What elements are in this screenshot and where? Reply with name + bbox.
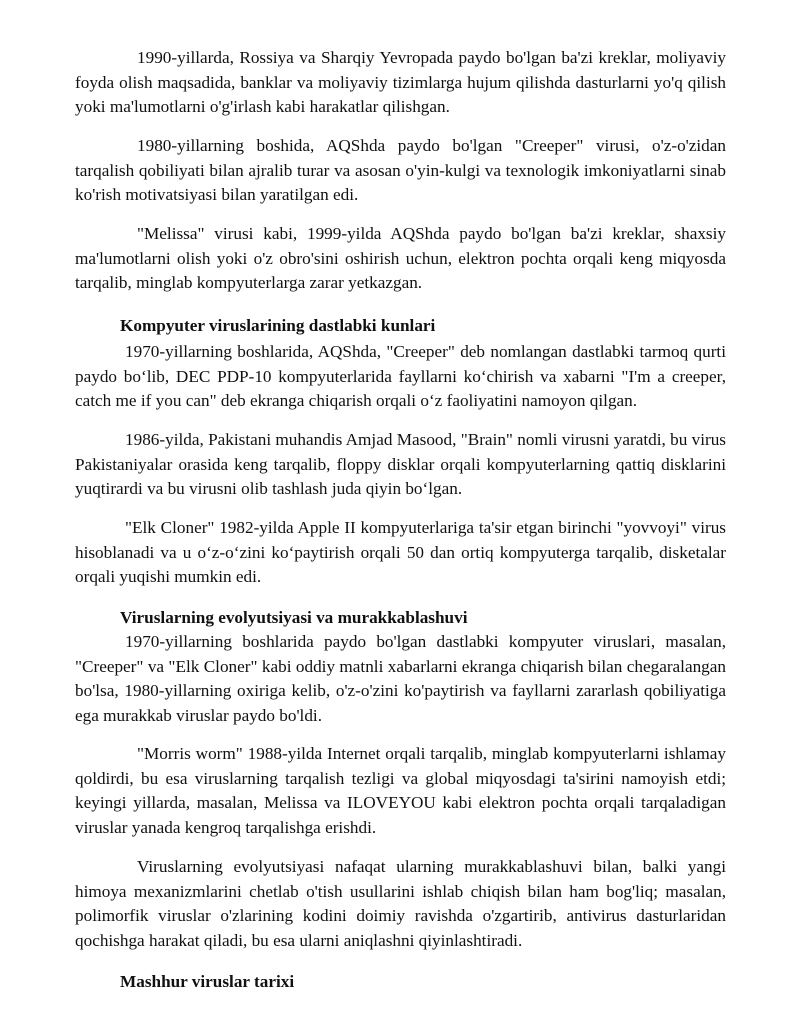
paragraph-melissa-1999: "Melissa" virusi kabi, 1999-yilda AQShda paydo bo'lgan ba'zi kreklar, shaxsiy ma'lumotlarni olish yoki o'z obro'sini oshirish uchun, elektron pochta orqali keng miqyosda tarqalib, minglab kompyuterlarga zarar yetkazgan. <box>75 224 726 292</box>
paragraph-creeper-1980s: 1980-yillarning boshida, AQShda paydo bo'lgan "Creeper" virusi, o'z-o'zidan tarqalish qobiliyati bilan ajralib turar va asosan o'yin-kulgi va texnologik imkoniyatlarni sinab ko'rish motivatsiyasi bilan yaratilgan edi. <box>75 136 726 204</box>
paragraph-polymorphic: Viruslarning evolyutsiyasi nafaqat ularning murakkablashuvi bilan, balki yangi himoya mexanizmlarini chetlab o'tish usullarini ishlab chiqish bilan ham bog'liq; masalan, polimorfik viruslar o'zlarining kodini doimiy ravishda o'zgartirib, antivirus dasturlaridan qochishga harakat qiladi, bu esa ularni aniqlashni qiyinlashtiradi. <box>75 857 726 950</box>
section-heading-early-days: Kompyuter viruslarining dastlabki kunlari <box>120 316 436 335</box>
paragraph-brain-1986: 1986-yilda, Pakistani muhandis Amjad Masood, "Brain" nomli virusni yaratdi, bu virus Pakistaniyalar orasida keng tarqalib, floppy disklar orqali kompyuterlarning qattiq disklarini yuqtirardi va bu virusni olib tashlash juda qiyin bo‘lgan. <box>75 430 726 498</box>
paragraph-creeper-1970s: 1970-yillarning boshlarida, AQShda, "Creeper" deb nomlangan dastlabki tarmoq qurti paydo bo‘lib, DEC PDP-10 kompyuterlarida fayllarni ko‘chirish va xabarni "I'm a creeper, catch me if you can" deb ekranga chiqarish orqali o‘z faoliyatini namoyon qilgan. <box>75 342 726 410</box>
paragraph-crackers-1990s: 1990-yillarda, Rossiya va Sharqiy Yevropada paydo bo'lgan ba'zi kreklar, moliyaviy foyda olish maqsadida, banklar va moliyaviy tizimlarga hujum qilishda dasturlarni yo'q qilish yoki ma'lumotlarni o'g'irlash kabi harakatlar qilishgan. <box>75 48 726 116</box>
section-heading-famous-viruses: Mashhur viruslar tarixi <box>120 972 295 991</box>
paragraph-early-viruses: 1970-yillarning boshlarida paydo bo'lgan dastlabki kompyuter viruslari, masalan, "Creeper" va "Elk Cloner" kabi oddiy matnli xabarlarni ekranga chiqarish bilan chegaralangan bo'lsa, 1980-yillarning oxiriga kelib, o'z-o'zini ko'paytirish va fayllarni zararlash qobiliyatiga ega murakkab viruslar paydo bo'ldi. <box>75 632 726 725</box>
paragraph-elk-cloner-1982: "Elk Cloner" 1982-yilda Apple II kompyuterlariga ta'sir etgan birinchi "yovvoyi" virus hisoblanadi va u o‘z-o‘zini ko‘paytirish orqali 50 dan ortiq kompyuterga tarqalib, disketalar orqali yuqishi mumkin edi. <box>75 518 726 586</box>
section-heading-evolution: Viruslarning evolyutsiyasi va murakkablashuvi <box>120 608 468 627</box>
paragraph-morris-worm: "Morris worm" 1988-yilda Internet orqali tarqalib, minglab kompyuterlarni ishlamay qoldirdi, bu esa viruslarning tarqalish tezligi va global miqyosdagi ta'sirini namoyish etdi; keyingi yillarda, masalan, Melissa va ILOVEYOU kabi elektron pochta orqali tarqaladigan viruslar yanada kengroq tarqalishga erishdi. <box>75 744 726 837</box>
